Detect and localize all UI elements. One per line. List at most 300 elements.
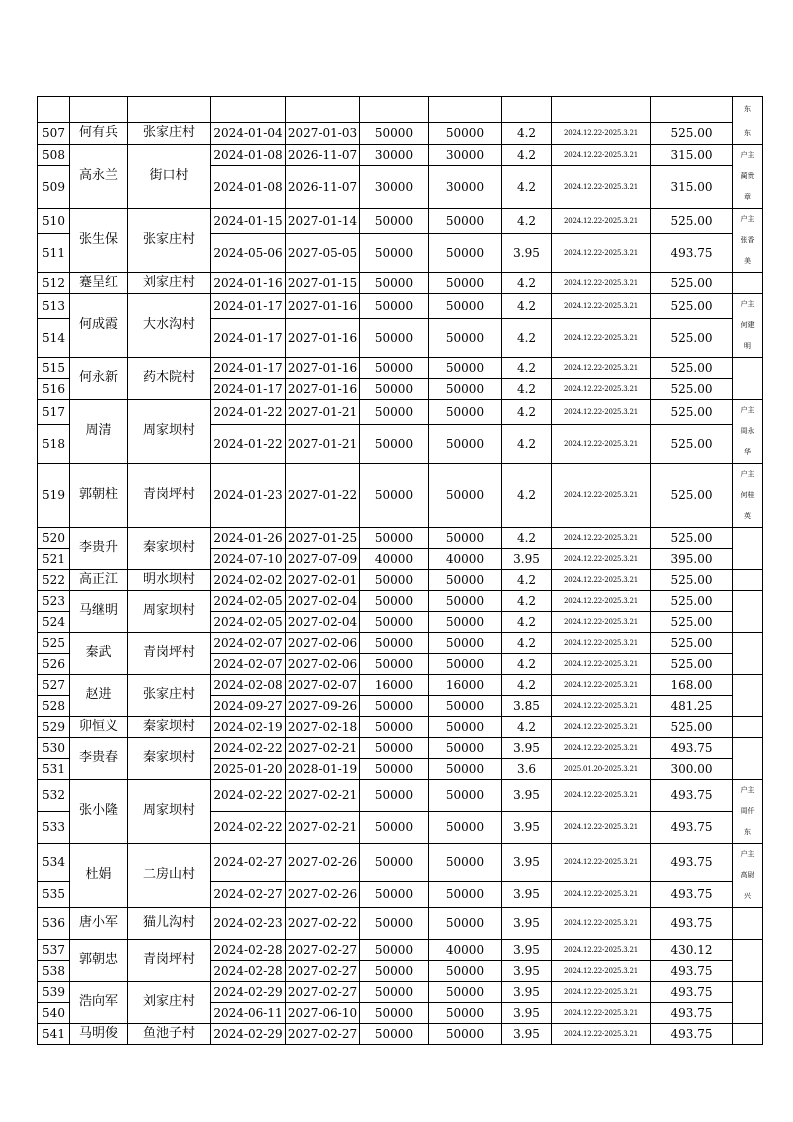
loan-amount: 50000 bbox=[360, 882, 429, 907]
interest-rate: 3.95 bbox=[502, 737, 552, 758]
village-name: 周家坝村 bbox=[128, 779, 211, 843]
start-date: 2025-01-20 bbox=[211, 758, 286, 779]
loan-balance: 50000 bbox=[429, 632, 502, 653]
start-date: 2024-01-08 bbox=[211, 144, 286, 166]
start-date: 2024-02-22 bbox=[211, 737, 286, 758]
note-line: 户主 bbox=[740, 785, 755, 794]
note-line: 户主 bbox=[740, 469, 755, 478]
interest-amount: 525.00 bbox=[651, 716, 733, 737]
loan-amount: 50000 bbox=[360, 527, 429, 548]
loan-balance: 50000 bbox=[429, 695, 502, 716]
loan-number: 528 bbox=[38, 695, 70, 716]
loan-amount: 50000 bbox=[360, 716, 429, 737]
empty-cell bbox=[651, 97, 733, 123]
loan-amount: 50000 bbox=[360, 378, 429, 399]
note-cell bbox=[733, 123, 763, 145]
note-cell bbox=[733, 569, 763, 590]
loan-number: 524 bbox=[38, 611, 70, 632]
note-cell bbox=[733, 674, 763, 716]
end-date: 2027-01-16 bbox=[286, 293, 360, 318]
interest-amount: 493.75 bbox=[651, 811, 733, 843]
loan-amount: 16000 bbox=[360, 674, 429, 695]
borrower-name: 张生保 bbox=[70, 208, 128, 272]
end-date: 2027-02-27 bbox=[286, 1023, 360, 1044]
table-row bbox=[38, 716, 763, 737]
loan-number: 518 bbox=[38, 424, 70, 463]
start-date: 2024-01-23 bbox=[211, 463, 286, 527]
interest-period: 2024.12.22-2025.3.21 bbox=[552, 1023, 651, 1044]
interest-amount: 481.25 bbox=[651, 695, 733, 716]
borrower-name: 蹇呈红 bbox=[70, 272, 128, 293]
loan-balance: 50000 bbox=[429, 569, 502, 590]
loan-number: 527 bbox=[38, 674, 70, 695]
village-name: 秦家坝村 bbox=[128, 737, 211, 779]
interest-period: 2024.12.22-2025.3.21 bbox=[552, 653, 651, 674]
start-date: 2024-02-08 bbox=[211, 674, 286, 695]
loan-number: 509 bbox=[38, 166, 70, 208]
interest-amount: 525.00 bbox=[651, 357, 733, 378]
empty-cell bbox=[211, 97, 286, 123]
end-date: 2027-01-25 bbox=[286, 527, 360, 548]
borrower-name: 何永新 bbox=[70, 357, 128, 399]
loan-balance: 50000 bbox=[429, 378, 502, 399]
start-date: 2024-02-19 bbox=[211, 716, 286, 737]
end-date: 2027-07-09 bbox=[286, 548, 360, 569]
loan-amount: 50000 bbox=[360, 843, 429, 882]
loan-amount: 50000 bbox=[360, 399, 429, 424]
loan-amount: 50000 bbox=[360, 1023, 429, 1044]
village-name: 秦家坝村 bbox=[128, 527, 211, 569]
interest-amount: 525.00 bbox=[651, 424, 733, 463]
start-date: 2024-01-17 bbox=[211, 378, 286, 399]
loan-amount: 50000 bbox=[360, 1002, 429, 1023]
loan-amount: 30000 bbox=[360, 166, 429, 208]
note-cell bbox=[733, 144, 763, 208]
table-row bbox=[38, 569, 763, 590]
interest-rate: 4.2 bbox=[502, 653, 552, 674]
interest-rate: 4.2 bbox=[502, 272, 552, 293]
note-line: 东 bbox=[744, 128, 751, 137]
loan-number: 517 bbox=[38, 399, 70, 424]
interest-period: 2025.01.20-2025.3.21 bbox=[552, 758, 651, 779]
table-row bbox=[38, 144, 763, 166]
interest-period: 2024.12.22-2025.3.21 bbox=[552, 569, 651, 590]
loan-balance: 50000 bbox=[429, 399, 502, 424]
loan-amount: 50000 bbox=[360, 907, 429, 939]
end-date: 2026-11-07 bbox=[286, 144, 360, 166]
loan-amount: 50000 bbox=[360, 463, 429, 527]
note-line: 户主 bbox=[740, 150, 755, 159]
end-date: 2027-02-27 bbox=[286, 960, 360, 981]
interest-period: 2024.12.22-2025.3.21 bbox=[552, 378, 651, 399]
interest-amount: 493.75 bbox=[651, 233, 733, 272]
village-name: 猫儿沟村 bbox=[128, 907, 211, 939]
loan-amount: 50000 bbox=[360, 779, 429, 811]
start-date: 2024-02-27 bbox=[211, 843, 286, 882]
interest-rate: 4.2 bbox=[502, 378, 552, 399]
note-line: 何桂 bbox=[740, 490, 755, 499]
note-cell bbox=[733, 939, 763, 981]
interest-rate: 3.95 bbox=[502, 907, 552, 939]
empty-cell bbox=[128, 97, 211, 123]
interest-period: 2024.12.22-2025.3.21 bbox=[552, 272, 651, 293]
loan-balance: 50000 bbox=[429, 779, 502, 811]
end-date: 2027-02-01 bbox=[286, 569, 360, 590]
interest-period: 2024.12.22-2025.3.21 bbox=[552, 611, 651, 632]
village-name: 街口村 bbox=[128, 144, 211, 208]
interest-period: 2024.12.22-2025.3.21 bbox=[552, 695, 651, 716]
start-date: 2024-02-07 bbox=[211, 653, 286, 674]
table-row bbox=[38, 208, 763, 233]
interest-rate: 4.2 bbox=[502, 674, 552, 695]
start-date: 2024-02-02 bbox=[211, 569, 286, 590]
village-name: 青岗坪村 bbox=[128, 939, 211, 981]
end-date: 2027-02-04 bbox=[286, 590, 360, 611]
loan-balance: 50000 bbox=[429, 123, 502, 145]
village-name: 张家庄村 bbox=[128, 674, 211, 716]
end-date: 2027-02-26 bbox=[286, 882, 360, 907]
note-line: 兴 bbox=[744, 891, 751, 900]
end-date: 2027-01-16 bbox=[286, 357, 360, 378]
end-date: 2027-02-22 bbox=[286, 907, 360, 939]
loan-amount: 50000 bbox=[360, 960, 429, 981]
end-date: 2027-02-06 bbox=[286, 653, 360, 674]
interest-amount: 525.00 bbox=[651, 632, 733, 653]
interest-amount: 525.00 bbox=[651, 527, 733, 548]
loan-number: 511 bbox=[38, 233, 70, 272]
loan-number: 540 bbox=[38, 1002, 70, 1023]
loan-number: 515 bbox=[38, 357, 70, 378]
loan-amount: 50000 bbox=[360, 737, 429, 758]
note-line: 户主 bbox=[740, 214, 755, 223]
interest-period: 2024.12.22-2025.3.21 bbox=[552, 981, 651, 1002]
end-date: 2027-02-21 bbox=[286, 737, 360, 758]
start-date: 2024-01-22 bbox=[211, 424, 286, 463]
table-row bbox=[38, 843, 763, 882]
end-date: 2027-01-16 bbox=[286, 378, 360, 399]
loan-number: 516 bbox=[38, 378, 70, 399]
start-date: 2024-01-17 bbox=[211, 293, 286, 318]
borrower-name: 郭朝柱 bbox=[70, 463, 128, 527]
note-cell bbox=[733, 399, 763, 463]
interest-rate: 4.2 bbox=[502, 399, 552, 424]
loan-balance: 50000 bbox=[429, 882, 502, 907]
loan-number: 526 bbox=[38, 653, 70, 674]
loan-number: 541 bbox=[38, 1023, 70, 1044]
interest-period: 2024.12.22-2025.3.21 bbox=[552, 1002, 651, 1023]
interest-rate: 4.2 bbox=[502, 208, 552, 233]
loan-number: 539 bbox=[38, 981, 70, 1002]
interest-amount: 525.00 bbox=[651, 378, 733, 399]
loan-balance: 50000 bbox=[429, 907, 502, 939]
start-date: 2024-02-05 bbox=[211, 611, 286, 632]
end-date: 2027-05-05 bbox=[286, 233, 360, 272]
interest-period: 2024.12.22-2025.3.21 bbox=[552, 632, 651, 653]
interest-amount: 525.00 bbox=[651, 611, 733, 632]
village-name: 青岗坪村 bbox=[128, 632, 211, 674]
interest-rate: 3.95 bbox=[502, 960, 552, 981]
start-date: 2024-02-27 bbox=[211, 882, 286, 907]
interest-rate: 4.2 bbox=[502, 166, 552, 208]
end-date: 2027-02-06 bbox=[286, 632, 360, 653]
loan-balance: 50000 bbox=[429, 293, 502, 318]
note-line: 高尉 bbox=[740, 870, 755, 879]
loan-number: 523 bbox=[38, 590, 70, 611]
loan-number: 536 bbox=[38, 907, 70, 939]
note-line: 英 bbox=[744, 511, 751, 520]
borrower-name: 郭朝忠 bbox=[70, 939, 128, 981]
loan-balance: 50000 bbox=[429, 611, 502, 632]
interest-amount: 493.75 bbox=[651, 843, 733, 882]
start-date: 2024-09-27 bbox=[211, 695, 286, 716]
borrower-name: 高正江 bbox=[70, 569, 128, 590]
interest-amount: 525.00 bbox=[651, 463, 733, 527]
interest-rate: 3.95 bbox=[502, 882, 552, 907]
borrower-name: 马明俊 bbox=[70, 1023, 128, 1044]
interest-rate: 4.2 bbox=[502, 357, 552, 378]
loan-balance: 16000 bbox=[429, 674, 502, 695]
loan-balance: 50000 bbox=[429, 233, 502, 272]
borrower-name: 浩向军 bbox=[70, 981, 128, 1023]
interest-period: 2024.12.22-2025.3.21 bbox=[552, 463, 651, 527]
interest-rate: 4.2 bbox=[502, 632, 552, 653]
loan-balance: 50000 bbox=[429, 811, 502, 843]
interest-rate: 3.95 bbox=[502, 1023, 552, 1044]
empty-cell bbox=[38, 97, 70, 123]
interest-amount: 525.00 bbox=[651, 293, 733, 318]
table-row bbox=[38, 293, 763, 318]
loan-balance: 50000 bbox=[429, 272, 502, 293]
interest-period: 2024.12.22-2025.3.21 bbox=[552, 811, 651, 843]
interest-period: 2024.12.22-2025.3.21 bbox=[552, 716, 651, 737]
note-line: 东 bbox=[744, 827, 751, 836]
interest-rate: 3.95 bbox=[502, 843, 552, 882]
interest-rate: 4.2 bbox=[502, 463, 552, 527]
loan-number: 507 bbox=[38, 123, 70, 145]
interest-period: 2024.12.22-2025.3.21 bbox=[552, 939, 651, 960]
interest-rate: 3.95 bbox=[502, 981, 552, 1002]
start-date: 2024-02-23 bbox=[211, 907, 286, 939]
note-line: 明 bbox=[744, 341, 751, 350]
note-cell bbox=[733, 632, 763, 674]
interest-amount: 300.00 bbox=[651, 758, 733, 779]
end-date: 2027-02-18 bbox=[286, 716, 360, 737]
loan-amount: 50000 bbox=[360, 981, 429, 1002]
note-line: 户主 bbox=[740, 849, 755, 858]
loan-amount: 50000 bbox=[360, 653, 429, 674]
loan-balance: 50000 bbox=[429, 318, 502, 357]
note-cell bbox=[733, 357, 763, 399]
end-date: 2027-02-21 bbox=[286, 811, 360, 843]
interest-rate: 3.95 bbox=[502, 779, 552, 811]
village-name: 刘家庄村 bbox=[128, 981, 211, 1023]
interest-period: 2024.12.22-2025.3.21 bbox=[552, 779, 651, 811]
interest-amount: 430.12 bbox=[651, 939, 733, 960]
note-line: 张香 bbox=[740, 235, 755, 244]
loan-amount: 50000 bbox=[360, 811, 429, 843]
end-date: 2027-02-07 bbox=[286, 674, 360, 695]
interest-amount: 493.75 bbox=[651, 981, 733, 1002]
loan-amount: 50000 bbox=[360, 293, 429, 318]
interest-amount: 525.00 bbox=[651, 272, 733, 293]
end-date: 2027-01-16 bbox=[286, 318, 360, 357]
empty-cell bbox=[552, 97, 651, 123]
interest-period: 2024.12.22-2025.3.21 bbox=[552, 166, 651, 208]
interest-amount: 525.00 bbox=[651, 399, 733, 424]
borrower-name: 唐小军 bbox=[70, 907, 128, 939]
loan-interest-table bbox=[37, 96, 763, 1045]
table-row bbox=[38, 981, 763, 1002]
note-cell bbox=[733, 293, 763, 357]
start-date: 2024-02-28 bbox=[211, 960, 286, 981]
interest-period: 2024.12.22-2025.3.21 bbox=[552, 424, 651, 463]
interest-amount: 493.75 bbox=[651, 737, 733, 758]
interest-period: 2024.12.22-2025.3.21 bbox=[552, 882, 651, 907]
loan-amount: 30000 bbox=[360, 144, 429, 166]
table-row bbox=[38, 399, 763, 424]
interest-period: 2024.12.22-2025.3.21 bbox=[552, 674, 651, 695]
borrower-name: 秦武 bbox=[70, 632, 128, 674]
interest-amount: 168.00 bbox=[651, 674, 733, 695]
interest-amount: 493.75 bbox=[651, 779, 733, 811]
start-date: 2024-02-05 bbox=[211, 590, 286, 611]
table-row bbox=[38, 1023, 763, 1044]
interest-amount: 395.00 bbox=[651, 548, 733, 569]
table-row bbox=[38, 939, 763, 960]
table-row bbox=[38, 779, 763, 811]
interest-period: 2024.12.22-2025.3.21 bbox=[552, 548, 651, 569]
village-name: 大水沟村 bbox=[128, 293, 211, 357]
loan-number: 535 bbox=[38, 882, 70, 907]
interest-amount: 525.00 bbox=[651, 208, 733, 233]
note-line: 户主 bbox=[740, 405, 755, 414]
note-cell bbox=[733, 1023, 763, 1044]
end-date: 2027-02-27 bbox=[286, 939, 360, 960]
loan-number: 537 bbox=[38, 939, 70, 960]
interest-rate: 3.95 bbox=[502, 1002, 552, 1023]
interest-period: 2024.12.22-2025.3.21 bbox=[552, 399, 651, 424]
loan-amount: 50000 bbox=[360, 208, 429, 233]
loan-amount: 50000 bbox=[360, 590, 429, 611]
loan-number: 508 bbox=[38, 144, 70, 166]
interest-amount: 493.75 bbox=[651, 1002, 733, 1023]
note-cell bbox=[733, 737, 763, 779]
village-name: 药木院村 bbox=[128, 357, 211, 399]
loan-balance: 50000 bbox=[429, 737, 502, 758]
note-cell bbox=[733, 527, 763, 569]
loan-balance: 50000 bbox=[429, 463, 502, 527]
start-date: 2024-01-17 bbox=[211, 318, 286, 357]
loan-balance: 50000 bbox=[429, 716, 502, 737]
table-row bbox=[38, 357, 763, 378]
empty-cell bbox=[360, 97, 429, 123]
interest-rate: 4.2 bbox=[502, 123, 552, 145]
table-row bbox=[38, 463, 763, 527]
loan-number: 522 bbox=[38, 569, 70, 590]
village-name: 秦家坝村 bbox=[128, 716, 211, 737]
village-name: 鱼池子村 bbox=[128, 1023, 211, 1044]
interest-amount: 315.00 bbox=[651, 144, 733, 166]
end-date: 2027-02-27 bbox=[286, 981, 360, 1002]
note-cell bbox=[733, 272, 763, 293]
interest-period: 2024.12.22-2025.3.21 bbox=[552, 233, 651, 272]
village-name: 周家坝村 bbox=[128, 399, 211, 463]
table-row bbox=[38, 907, 763, 939]
loan-amount: 50000 bbox=[360, 123, 429, 145]
start-date: 2024-06-11 bbox=[211, 1002, 286, 1023]
loan-number: 532 bbox=[38, 779, 70, 811]
borrower-name: 赵进 bbox=[70, 674, 128, 716]
village-name: 周家坝村 bbox=[128, 590, 211, 632]
interest-rate: 4.2 bbox=[502, 590, 552, 611]
interest-rate: 4.2 bbox=[502, 424, 552, 463]
loan-balance: 50000 bbox=[429, 758, 502, 779]
loan-number: 529 bbox=[38, 716, 70, 737]
borrower-name: 张小隆 bbox=[70, 779, 128, 843]
table-row bbox=[38, 123, 763, 145]
loan-number: 520 bbox=[38, 527, 70, 548]
borrower-name: 周清 bbox=[70, 399, 128, 463]
loan-number: 531 bbox=[38, 758, 70, 779]
interest-rate: 3.95 bbox=[502, 548, 552, 569]
end-date: 2026-11-07 bbox=[286, 166, 360, 208]
interest-amount: 525.00 bbox=[651, 590, 733, 611]
start-date: 2024-02-29 bbox=[211, 981, 286, 1002]
loan-number: 525 bbox=[38, 632, 70, 653]
borrower-name: 何有兵 bbox=[70, 123, 128, 145]
empty-cell bbox=[502, 97, 552, 123]
loan-amount: 50000 bbox=[360, 611, 429, 632]
note-line: 何建 bbox=[740, 320, 755, 329]
note-line: 华 bbox=[744, 447, 751, 456]
start-date: 2024-01-16 bbox=[211, 272, 286, 293]
start-date: 2024-02-22 bbox=[211, 779, 286, 811]
interest-rate: 4.2 bbox=[502, 144, 552, 166]
interest-amount: 525.00 bbox=[651, 123, 733, 145]
loan-number: 534 bbox=[38, 843, 70, 882]
note-line: 周仟 bbox=[740, 806, 755, 815]
loan-amount: 50000 bbox=[360, 695, 429, 716]
village-name: 刘家庄村 bbox=[128, 272, 211, 293]
loan-number: 510 bbox=[38, 208, 70, 233]
start-date: 2024-02-28 bbox=[211, 939, 286, 960]
note-cell bbox=[733, 779, 763, 843]
loan-balance: 40000 bbox=[429, 939, 502, 960]
interest-rate: 3.85 bbox=[502, 695, 552, 716]
end-date: 2027-02-21 bbox=[286, 779, 360, 811]
note-cell bbox=[733, 907, 763, 939]
loan-balance: 50000 bbox=[429, 424, 502, 463]
table-body bbox=[38, 97, 763, 1045]
empty-cell bbox=[70, 97, 128, 123]
interest-rate: 4.2 bbox=[502, 569, 552, 590]
loan-number: 521 bbox=[38, 548, 70, 569]
note-cell bbox=[733, 843, 763, 907]
start-date: 2024-05-06 bbox=[211, 233, 286, 272]
end-date: 2027-01-21 bbox=[286, 424, 360, 463]
interest-amount: 525.00 bbox=[651, 653, 733, 674]
table-row bbox=[38, 632, 763, 653]
interest-rate: 4.2 bbox=[502, 716, 552, 737]
village-name: 张家庄村 bbox=[128, 123, 211, 145]
village-name: 二房山村 bbox=[128, 843, 211, 907]
note-line: 章 bbox=[744, 192, 751, 201]
note-cell bbox=[733, 97, 763, 123]
interest-period: 2024.12.22-2025.3.21 bbox=[552, 293, 651, 318]
borrower-name: 李贵春 bbox=[70, 737, 128, 779]
start-date: 2024-02-07 bbox=[211, 632, 286, 653]
interest-period: 2024.12.22-2025.3.21 bbox=[552, 960, 651, 981]
